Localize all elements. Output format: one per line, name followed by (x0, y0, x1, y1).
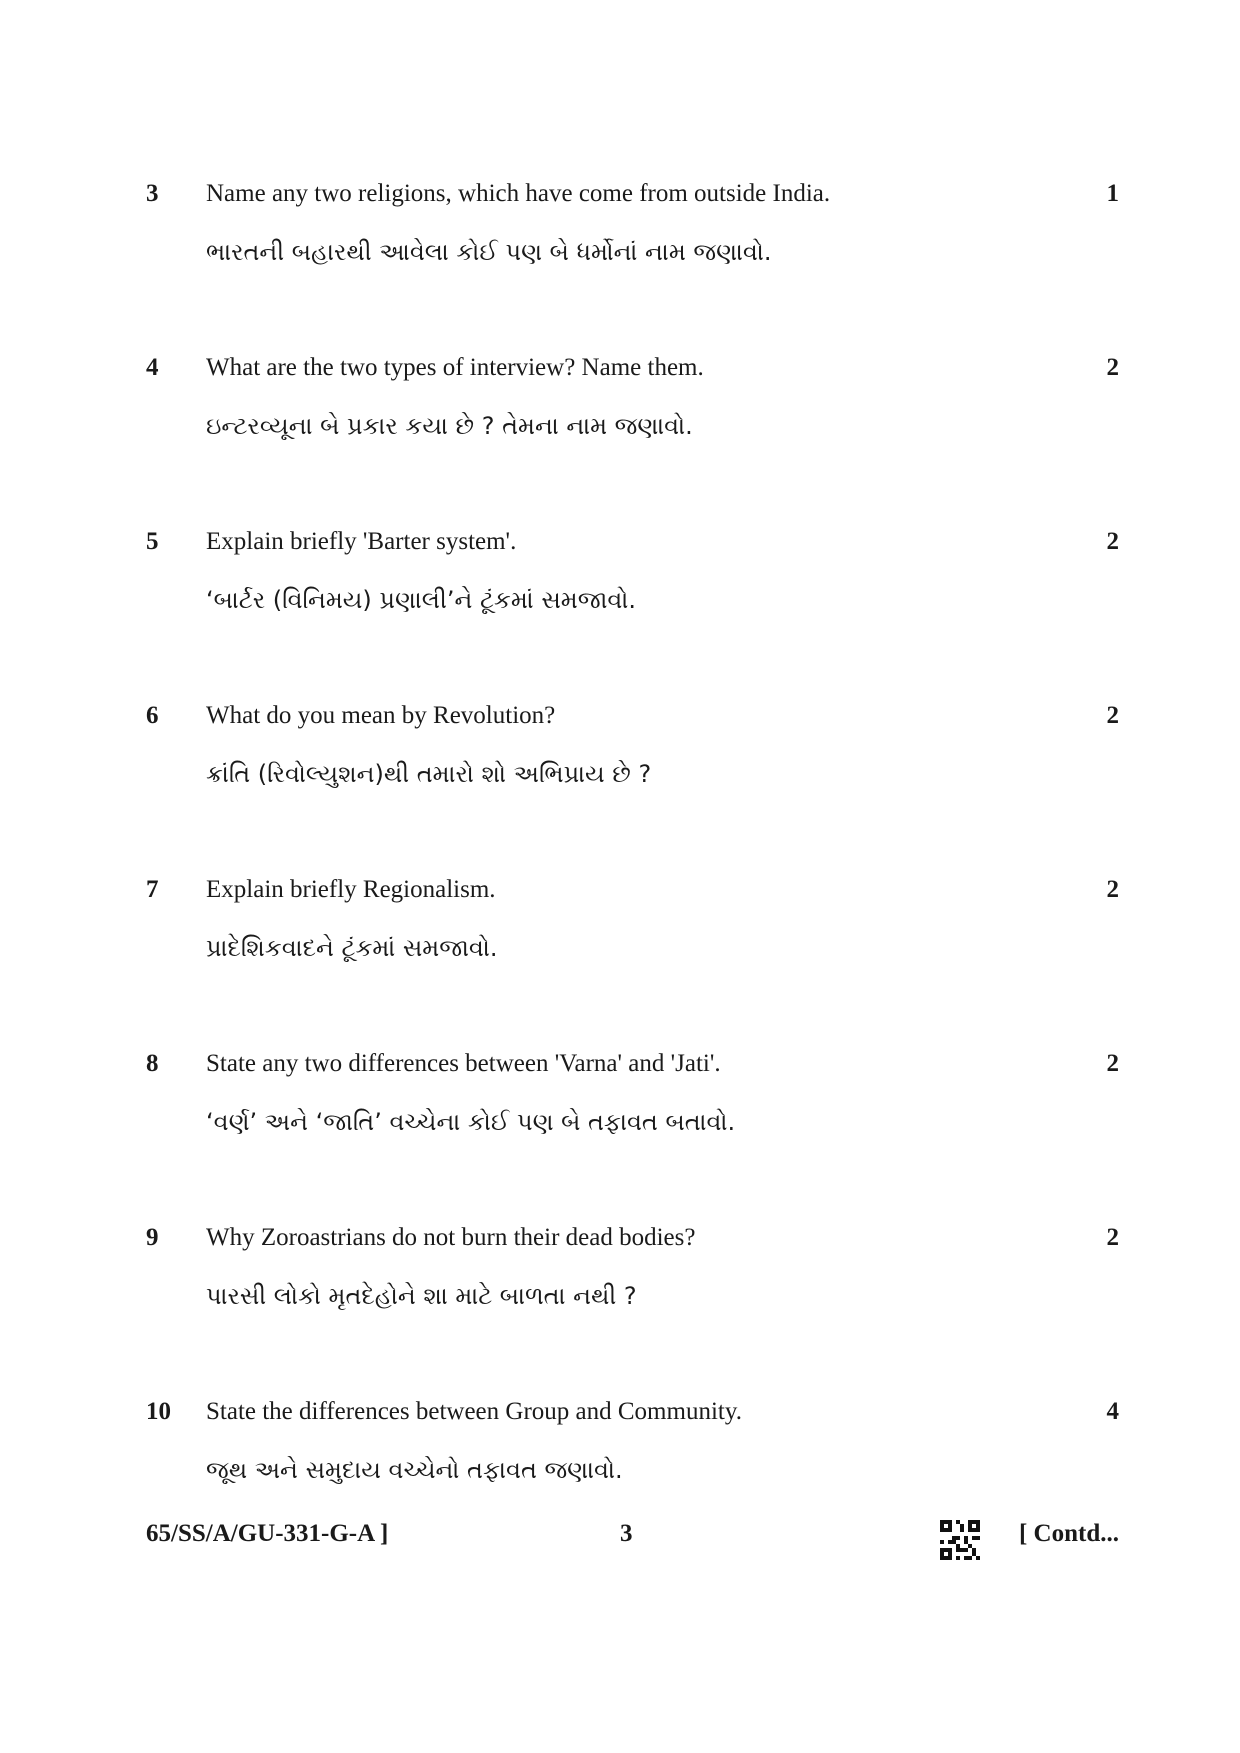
page-number: 3 (620, 1520, 633, 1547)
question-7 (0, 876, 1240, 996)
question-6 (0, 702, 1240, 822)
question-marks: 1 (1106, 180, 1119, 207)
question-text-english: Why Zoroastrians do not burn their dead bodies? (206, 1224, 696, 1251)
question-number: 4 (146, 354, 159, 381)
question-text-english: Explain briefly 'Barter system'. (206, 528, 517, 555)
question-text-gujarati: ‘બાર્ટર (વિનિમય) પ્રણાલી’ને ટૂંકમાં સમજાવો. (206, 586, 636, 614)
continued-label: [ Contd... (1018, 1520, 1119, 1547)
question-number: 3 (146, 180, 159, 207)
question-number: 6 (146, 702, 159, 729)
question-text-english: State the differences between Group and Community. (206, 1398, 742, 1425)
question-8 (0, 1050, 1240, 1170)
question-marks: 2 (1106, 702, 1119, 729)
qr-code-icon (940, 1520, 980, 1560)
question-4 (0, 354, 1240, 474)
question-marks: 2 (1106, 876, 1119, 903)
question-marks: 2 (1106, 354, 1119, 381)
question-9 (0, 1224, 1240, 1344)
question-3 (0, 180, 1240, 300)
question-number: 9 (146, 1224, 159, 1251)
page-footer (0, 1520, 1240, 1560)
question-marks: 2 (1106, 1224, 1119, 1251)
question-text-english: What do you mean by Revolution? (206, 702, 556, 729)
question-text-gujarati: ક્રાંતિ (રિવોલ્યુશન)થી તમારો શો અભિપ્રાય છે ? (206, 760, 652, 788)
question-number: 5 (146, 528, 159, 555)
question-text-english: What are the two types of interview? Name them. (206, 354, 704, 381)
question-marks: 2 (1106, 528, 1119, 555)
question-marks: 2 (1106, 1050, 1119, 1077)
question-number: 10 (146, 1398, 171, 1425)
question-text-gujarati: પ્રાદેશિકવાદને ટૂંકમાં સમજાવો. (206, 934, 498, 962)
question-text-gujarati: પારસી લોકો મૃતદેહોને શા માટે બાળતા નથી ? (206, 1282, 637, 1310)
question-text-english: Name any two religions, which have come from outside India. (206, 180, 831, 207)
question-10 (0, 1398, 1240, 1518)
question-text-gujarati: ભારતની બહારથી આવેલા કોઈ પણ બે ધર્મોનાં નામ જણાવો. (206, 238, 772, 266)
question-text-english: Explain briefly Regionalism. (206, 876, 496, 903)
question-number: 8 (146, 1050, 159, 1077)
paper-code: 65/SS/A/GU-331-G-A ] (146, 1520, 389, 1547)
question-number: 7 (146, 876, 159, 903)
question-text-gujarati: ઇન્ટરવ્યૂના બે પ્રકાર કયા છે ? તેમના નામ જણાવો. (206, 412, 693, 440)
question-5 (0, 528, 1240, 648)
question-text-gujarati: ‘વર્ણ’ અને ‘જાતિ’ વચ્ચેના કોઈ પણ બે તફાવત બતાવો. (206, 1108, 736, 1136)
question-text-gujarati: જૂથ અને સમુદાય વચ્ચેનો તફાવત જણાવો. (206, 1456, 623, 1484)
question-marks: 4 (1106, 1398, 1119, 1425)
question-text-english: State any two differences between 'Varna' and 'Jati'. (206, 1050, 721, 1077)
